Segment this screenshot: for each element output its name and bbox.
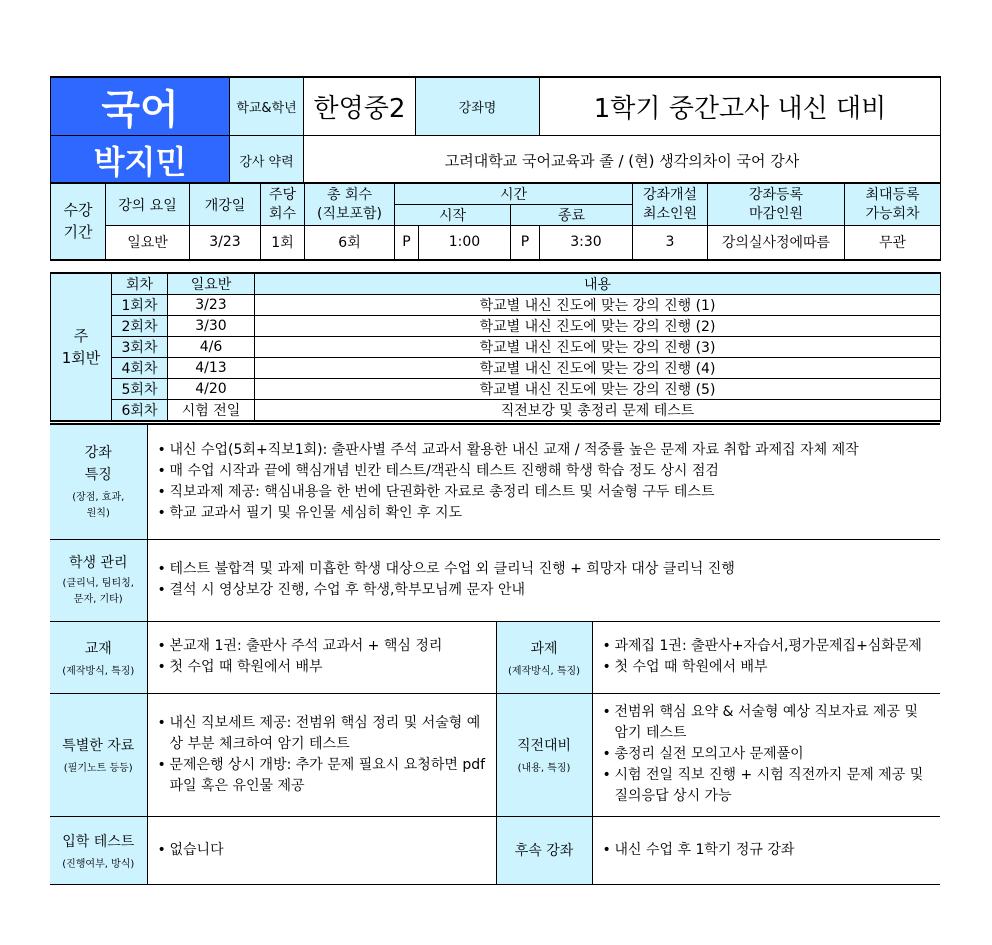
date-cell: 3/23 bbox=[168, 295, 255, 316]
followup-content bbox=[592, 816, 940, 884]
value-weekly: 1회 bbox=[261, 226, 305, 260]
value-start-time: 1:00 bbox=[419, 226, 511, 260]
header-total: 총 회수 (직보포함) bbox=[305, 183, 395, 226]
list-item: • 없습니다 bbox=[158, 840, 488, 861]
special-label bbox=[50, 693, 147, 816]
school-label: 학교&학년 bbox=[230, 77, 304, 136]
content-cell: 학교별 내신 진도에 맞는 강의 진행 (5) bbox=[255, 379, 941, 400]
subject-title: 국어 bbox=[51, 77, 230, 136]
entrance-label bbox=[50, 816, 147, 884]
textbook-sublabel: (제작방식, 특징) bbox=[62, 665, 135, 677]
final-content bbox=[592, 693, 940, 816]
entrance-content bbox=[147, 816, 496, 884]
special-title: 특별한 자료 bbox=[62, 738, 135, 754]
list-item: • 내신 직보세트 제공: 전범위 핵심 정리 및 서술형 예상 부분 체크하여 암기 테스트 bbox=[158, 713, 488, 755]
special-content bbox=[147, 693, 496, 816]
teacher-name: 박지민 bbox=[51, 136, 230, 186]
final-sublabel: (내용, 특징) bbox=[517, 763, 571, 774]
value-start-date: 3/23 bbox=[190, 226, 261, 260]
date-cell: 4/20 bbox=[168, 379, 255, 400]
list-item: • 과제집 1권: 출판사+자습서,평가문제집+심화문제 bbox=[603, 636, 933, 657]
schedule-header-session: 회차 bbox=[112, 273, 168, 295]
final-title: 직전대비 bbox=[516, 738, 572, 754]
schedule-label: 주 1회반 bbox=[51, 273, 112, 421]
list-item: • 내신 수업 후 1학기 정규 강좌 bbox=[603, 840, 933, 861]
value-start-ampm: P bbox=[395, 226, 419, 260]
session-cell: 6회차 bbox=[112, 400, 168, 422]
content-cell: 학교별 내신 진도에 맞는 강의 진행 (4) bbox=[255, 358, 941, 379]
schedule-header-content: 내용 bbox=[255, 273, 941, 295]
course-label: 강좌명 bbox=[416, 77, 540, 136]
bio-label: 강사 약력 bbox=[230, 136, 304, 186]
features-content bbox=[147, 424, 940, 539]
header-start-date: 개강일 bbox=[190, 183, 261, 226]
list-item: • 첫 수업 때 학원에서 배부 bbox=[158, 657, 488, 678]
features-title: 강좌 특징 bbox=[84, 444, 112, 483]
value-end-ampm: P bbox=[511, 226, 540, 260]
header-max-reg: 최대등록 가능회차 bbox=[845, 183, 941, 226]
list-item: • 본교재 1권: 출판사 주석 교과서 + 핵심 정리 bbox=[158, 636, 488, 657]
value-day: 일요반 bbox=[106, 226, 190, 260]
management-sublabel: (클리닉, 팀티칭, 문자, 기타) bbox=[62, 578, 134, 605]
table-row bbox=[51, 400, 941, 422]
date-cell: 4/13 bbox=[168, 358, 255, 379]
period-label: 수강 기간 bbox=[51, 183, 106, 260]
value-max-reg: 무관 bbox=[845, 226, 941, 260]
header-min-people: 강좌개설 최소인원 bbox=[633, 183, 708, 226]
value-min-people: 3 bbox=[633, 226, 708, 260]
period-table bbox=[50, 182, 941, 261]
features-label bbox=[50, 424, 147, 539]
list-item: • 첫 수업 때 학원에서 배부 bbox=[603, 657, 933, 678]
table-row bbox=[51, 295, 941, 316]
list-item: • 내신 수업(5회+직보1회): 출판사별 주석 교과서 활용한 내신 교재 / 적중률 높은 문제 자료 취합 과제집 자체 제작 bbox=[158, 440, 933, 461]
table-row bbox=[51, 316, 941, 337]
course-value: 1학기 중간고사 내신 대비 bbox=[540, 77, 941, 136]
content-cell: 직전보강 및 총정리 문제 테스트 bbox=[255, 400, 941, 422]
table-row bbox=[51, 358, 941, 379]
list-item: • 직보과제 제공: 핵심내용을 한 번에 단권화한 자료로 총정리 테스트 및 서술형 구두 테스트 bbox=[158, 482, 933, 503]
list-item: • 시험 전일 직보 진행 + 시험 직전까지 문제 제공 및 질의응답 상시 가능 bbox=[603, 765, 933, 807]
session-cell: 5회차 bbox=[112, 379, 168, 400]
content-cell: 학교별 내신 진도에 맞는 강의 진행 (3) bbox=[255, 337, 941, 358]
list-item: • 학교 교과서 필기 및 유인물 세심히 확인 후 지도 bbox=[158, 503, 933, 524]
list-item: • 결석 시 영상보강 진행, 수업 후 학생,학부모님께 문자 안내 bbox=[158, 580, 933, 601]
list-item: • 테스트 불합격 및 과제 미흡한 학생 대상으로 수업 외 클리닉 진행 + 희망자 대상 클리닉 진행 bbox=[158, 559, 933, 580]
value-deadline: 강의실사정에따름 bbox=[708, 226, 845, 260]
list-item: • 매 수업 시작과 끝에 핵심개념 빈칸 테스트/객관식 테스트 진행해 학생 학습 정도 상시 점검 bbox=[158, 461, 933, 482]
header-day: 강의 요일 bbox=[106, 183, 190, 226]
management-content bbox=[147, 539, 940, 621]
table-row bbox=[51, 379, 941, 400]
homework-label bbox=[496, 621, 592, 693]
table-row bbox=[51, 337, 941, 358]
value-end-time: 3:30 bbox=[540, 226, 633, 260]
entrance-title: 입학 테스트 bbox=[62, 833, 135, 850]
header-deadline: 강좌등록 마감인원 bbox=[708, 183, 845, 226]
header-time-start: 시작 bbox=[395, 205, 511, 226]
content-cell: 학교별 내신 진도에 맞는 강의 진행 (2) bbox=[255, 316, 941, 337]
session-cell: 3회차 bbox=[112, 337, 168, 358]
final-label bbox=[496, 693, 592, 816]
session-cell: 4회차 bbox=[112, 358, 168, 379]
followup-label: 후속 강좌 bbox=[496, 816, 592, 884]
homework-content bbox=[592, 621, 940, 693]
special-sublabel: (필기노트 등등) bbox=[63, 763, 133, 774]
textbook-label bbox=[50, 621, 147, 693]
date-cell: 3/30 bbox=[168, 316, 255, 337]
list-item: • 문제은행 상시 개방: 추가 문제 필요시 요청하면 pdf파일 혹은 유인물 제공 bbox=[158, 755, 488, 797]
value-total: 6회 bbox=[305, 226, 395, 260]
list-item: • 총정리 실전 모의고사 문제풀이 bbox=[603, 744, 933, 765]
list-item: • 전범위 핵심 요약 & 서술형 예상 직보자료 제공 및 암기 테스트 bbox=[603, 702, 933, 744]
details-table bbox=[50, 423, 940, 885]
homework-sublabel: (제작방식, 특징) bbox=[507, 665, 581, 677]
features-sublabel: (장점, 효과, 원칙) bbox=[72, 491, 125, 519]
textbook-content bbox=[147, 621, 496, 693]
header-time-end: 종료 bbox=[511, 205, 633, 226]
textbook-title: 교재 bbox=[84, 640, 112, 657]
homework-title: 과제 bbox=[530, 640, 558, 657]
schedule-header-date: 일요반 bbox=[168, 273, 255, 295]
date-cell: 4/6 bbox=[168, 337, 255, 358]
session-cell: 2회차 bbox=[112, 316, 168, 337]
header-time: 시간 bbox=[395, 183, 633, 205]
management-label bbox=[50, 539, 147, 621]
schedule-table bbox=[50, 272, 941, 422]
entrance-sublabel: (진행여부, 방식) bbox=[62, 858, 135, 870]
date-cell: 시험 전일 bbox=[168, 400, 255, 422]
management-title: 학생 관리 bbox=[68, 555, 128, 571]
bio-value: 고려대학교 국어교육과 졸 / (현) 생각의차이 국어 강사 bbox=[304, 136, 941, 186]
school-value: 한영중2 bbox=[304, 77, 416, 136]
content-cell: 학교별 내신 진도에 맞는 강의 진행 (1) bbox=[255, 295, 941, 316]
session-cell: 1회차 bbox=[112, 295, 168, 316]
header-weekly: 주당 회수 bbox=[261, 183, 305, 226]
header-table bbox=[50, 76, 941, 187]
